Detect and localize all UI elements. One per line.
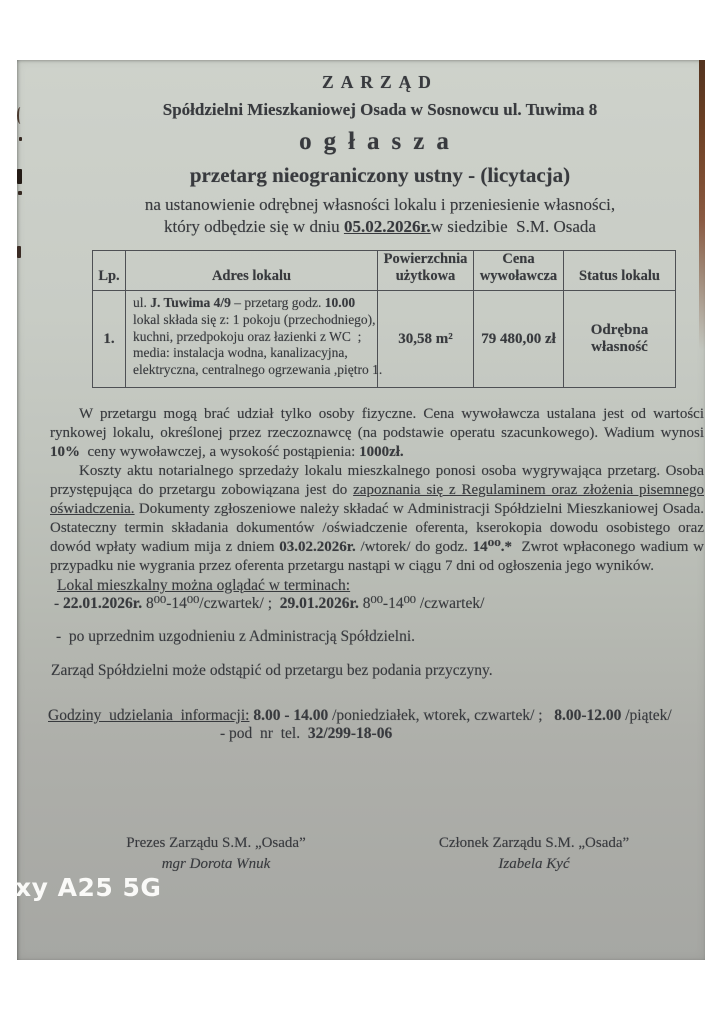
announcement-header — [65, 72, 695, 237]
signature-name: mgr Dorota Wnuk — [161, 856, 271, 872]
auction-subject: na ustanowienie odrębnej własności lokalu i przeniesienie własności, — [144, 195, 616, 214]
address-line: lokal składa się z: 1 pokoju (przechodniego), — [133, 311, 376, 327]
auction-type: przetarg nieograniczony ustny - (licytacja) — [189, 163, 571, 187]
address-line: media: instalacja wodna, kanalizacyjna, — [133, 345, 348, 361]
notice-board-edge — [699, 60, 705, 350]
announces-word: ogłasza — [299, 128, 461, 155]
cell-price: 79 480,00 zł — [474, 291, 564, 388]
edge-mark — [17, 169, 22, 184]
signature-title: Prezes Zarządu S.M. „Osada” — [126, 835, 306, 851]
signature-left — [116, 834, 316, 873]
org-role: ZARZĄD — [322, 72, 438, 92]
org-name: Spółdzielni Mieszkaniowej Osada w Sosnowcu ul. Tuwima 8 — [162, 100, 598, 119]
table-header-row — [93, 251, 676, 291]
col-header-lp: Lp. — [93, 251, 126, 291]
address-line: elektryczna, centralnego ogrzewania ,piętro 1. — [133, 362, 383, 378]
info-phone-line: - pod nr tel. 32/299-18-06 — [220, 725, 393, 742]
cell-status: Odrębna własność — [564, 291, 676, 388]
cell-area: 30,58 m² — [378, 291, 474, 388]
withdrawal-clause: Zarząd Spółdzielni może odstąpić od przetargu bez podania przyczyny. — [51, 662, 493, 679]
address-line: ul. J. Tuwima 4/9 – przetarg godz. 10.00 — [133, 295, 356, 310]
paragraph-participation: W przetargu mogą brać udział tylko osoby fizyczne. Cena wywoławcza ustalana jest od wartości rynkowej lokalu, określonej przez rzeczoznawcę (na podstawie operatu szacunkowego). Wadium wynosi 10% ceny wywoławczej, a wysokość postąpienia: 1000zł. — [50, 406, 704, 460]
col-header-cena: Cena wywoławcza — [474, 251, 564, 291]
signature-right — [424, 834, 644, 873]
col-header-adres: Adres lokalu — [126, 251, 378, 291]
address-line: kuchni, przedpokoju oraz łazienki z WC ; — [133, 328, 362, 344]
col-header-status: Status lokalu — [564, 251, 676, 291]
edge-mark — [17, 107, 24, 124]
signature-name: Izabela Kyć — [498, 856, 570, 872]
signature-title: Członek Zarządu S.M. „Osada” — [438, 835, 630, 851]
viewing-heading: Lokal mieszkalny można oglądać w terminach: — [57, 577, 351, 594]
cell-address — [126, 291, 383, 388]
paragraph-costs: Koszty aktu notarialnego sprzedaży lokalu mieszkalnego ponosi osoba wygrywająca przetarg. Osoba przystępująca do przetargu zobowiązana jest do zapoznania się z Regulaminem oraz złożenia pisemnego oświadczenia. Dokumenty zgłoszeniowe należy składać w Administracji Spółdzielni Mieszkaniowej Osada. Ostateczny termin składania dokumentów /oświadczenie oferenta, kserokopia dowodu osobistego oraz dowód wpłaty wadium mija z dniem 03.02.2026r. /wtorek/ do godz. 14⁰⁰.* Zwrot wpłaconego wadium w przypadku nie wygrania przez oferenta przetargu nastąpi w ciągu 7 dni od ogłoszenia jego wyników. — [50, 463, 704, 574]
viewing-dates: - 22.01.2026r. 8⁰⁰-14⁰⁰/czwartek/ ; 29.01.2026r. 8⁰⁰-14⁰⁰ /czwartek/ — [54, 595, 485, 612]
cell-lp: 1. — [93, 291, 126, 388]
document-photo — [17, 60, 705, 960]
edge-mark — [19, 137, 22, 141]
offers-table — [92, 250, 676, 388]
col-header-powierzchnia: Powierzchnia użytkowa — [378, 251, 474, 291]
auction-date-line: który odbędzie się w dniu 05.02.2026r.w siedzibie S.M. Osada — [164, 217, 596, 236]
viewing-alternative: - po uprzednim uzgodnieniu z Administracją Spółdzielni. — [56, 628, 416, 645]
table-row — [93, 291, 676, 388]
info-hours-line: Godziny udzielania informacji: 8.00 - 14.00 /poniedziałek, wtorek, czwartek/ ; 8.00-12.00 /piątek/ — [48, 707, 672, 724]
terms-paragraphs — [50, 405, 704, 576]
camera-watermark: xy A25 5G — [15, 873, 162, 902]
edge-mark — [17, 246, 21, 258]
edge-mark — [18, 191, 22, 195]
